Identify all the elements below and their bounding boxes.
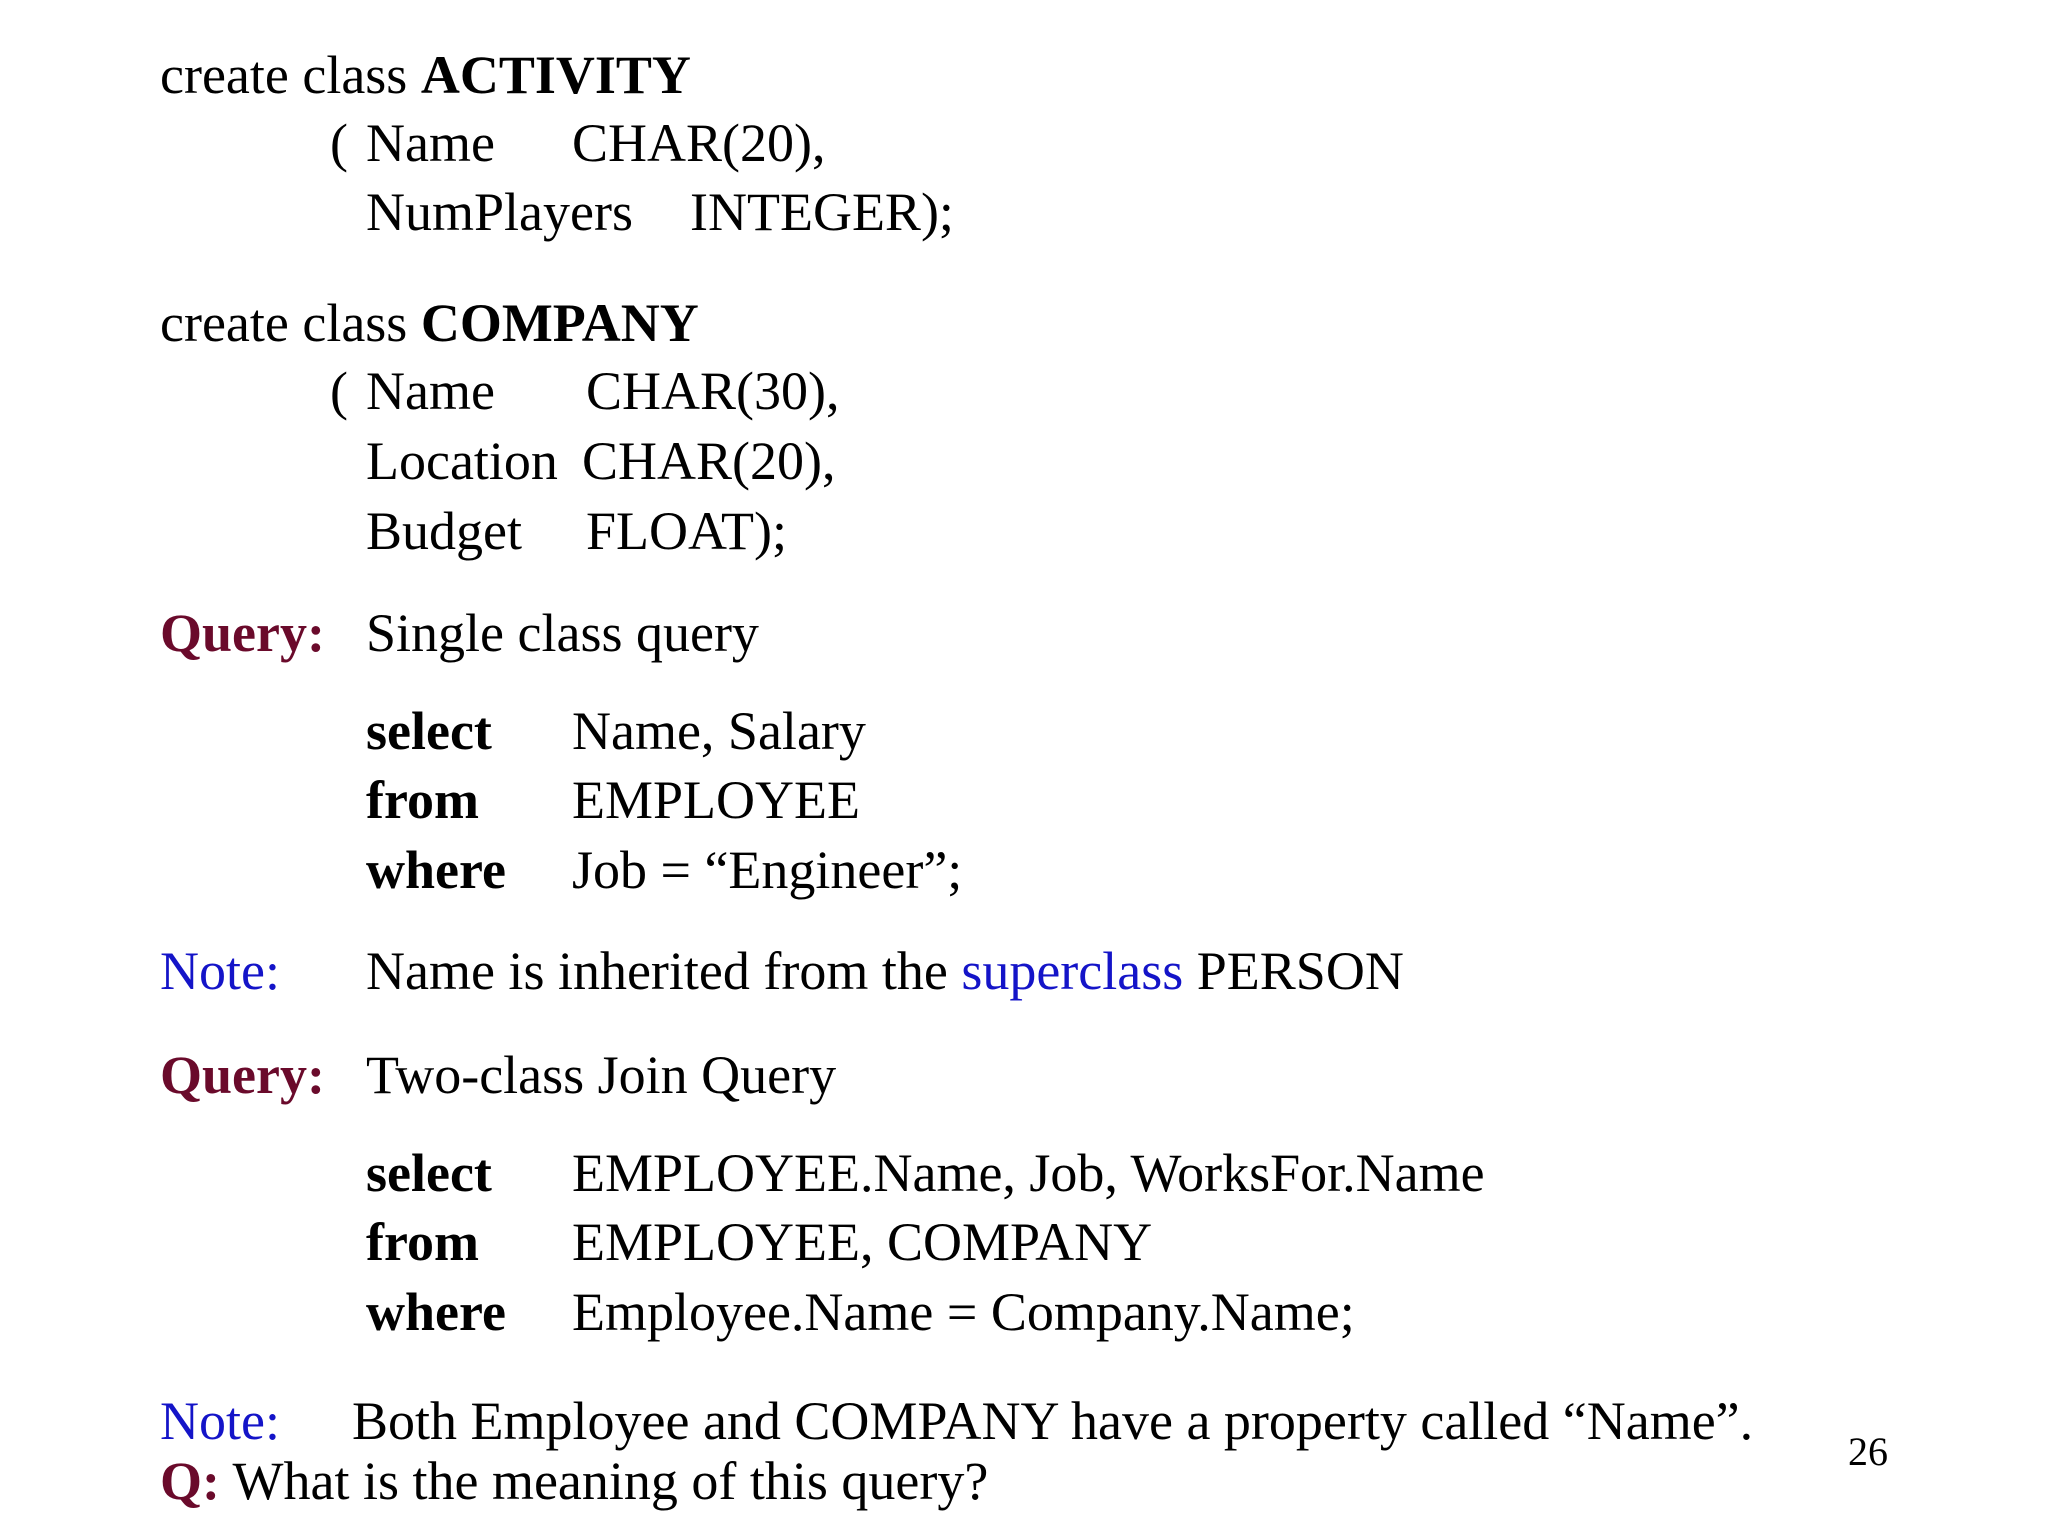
company-field-type: CHAR(20),: [582, 431, 836, 491]
note2-label: Note:: [160, 1391, 280, 1451]
question-label: Q:: [160, 1451, 220, 1511]
company-open-paren: (: [330, 361, 348, 421]
activity-open-paren: (: [330, 113, 348, 173]
activity-field-type: INTEGER);: [690, 182, 954, 242]
activity-class-name: ACTIVITY: [420, 45, 691, 105]
query1-keyword: where: [366, 840, 506, 900]
query2-keyword: where: [366, 1282, 506, 1342]
note1-superclass: superclass: [961, 941, 1184, 1001]
activity-header: [160, 45, 691, 105]
company-field-name: Budget: [366, 501, 522, 561]
note1-label: Note:: [160, 941, 280, 1001]
note1-text-before: Name is inherited from the: [366, 941, 948, 1001]
company-field-type: CHAR(30),: [586, 361, 840, 421]
page-number: 26: [1848, 1429, 1888, 1474]
company-header: [160, 293, 699, 353]
query1-keyword: select: [366, 701, 492, 761]
query1-expression: EMPLOYEE: [572, 770, 860, 830]
query2-expression: EMPLOYEE.Name, Job, WorksFor.Name: [572, 1143, 1485, 1203]
query1-keyword: from: [366, 770, 479, 830]
query2-keyword: from: [366, 1212, 479, 1272]
company-field-name: Name: [366, 361, 495, 421]
query2-expression: Employee.Name = Company.Name;: [572, 1282, 1355, 1342]
note2-text: Both Employee and COMPANY have a property called “Name”.: [352, 1391, 1754, 1451]
query2-expression: EMPLOYEE, COMPANY: [572, 1212, 1153, 1272]
query1-label: Query:: [160, 603, 325, 663]
company-class-name: COMPANY: [420, 293, 699, 353]
query2-keyword: select: [366, 1143, 492, 1203]
query2-label: Query:: [160, 1045, 325, 1105]
activity-field-name: NumPlayers: [366, 182, 633, 242]
question-line: [160, 1451, 989, 1511]
query1-expression: Job = “Engineer”;: [572, 840, 963, 900]
company-field-type: FLOAT);: [586, 501, 787, 561]
company-field-name: Location: [366, 431, 558, 491]
note1-text-after: PERSON: [1196, 941, 1404, 1001]
company-create-keyword: create class: [160, 293, 408, 353]
query1-title: Single class query: [366, 603, 759, 663]
query1-expression: Name, Salary: [572, 701, 866, 761]
query2-title: Two-class Join Query: [366, 1045, 837, 1105]
note1-text: [366, 941, 1404, 1001]
activity-create-keyword: create class: [160, 45, 408, 105]
activity-field-name: Name: [366, 113, 495, 173]
question-text: What is the meaning of this query?: [232, 1451, 989, 1511]
activity-field-type: CHAR(20),: [572, 113, 826, 173]
